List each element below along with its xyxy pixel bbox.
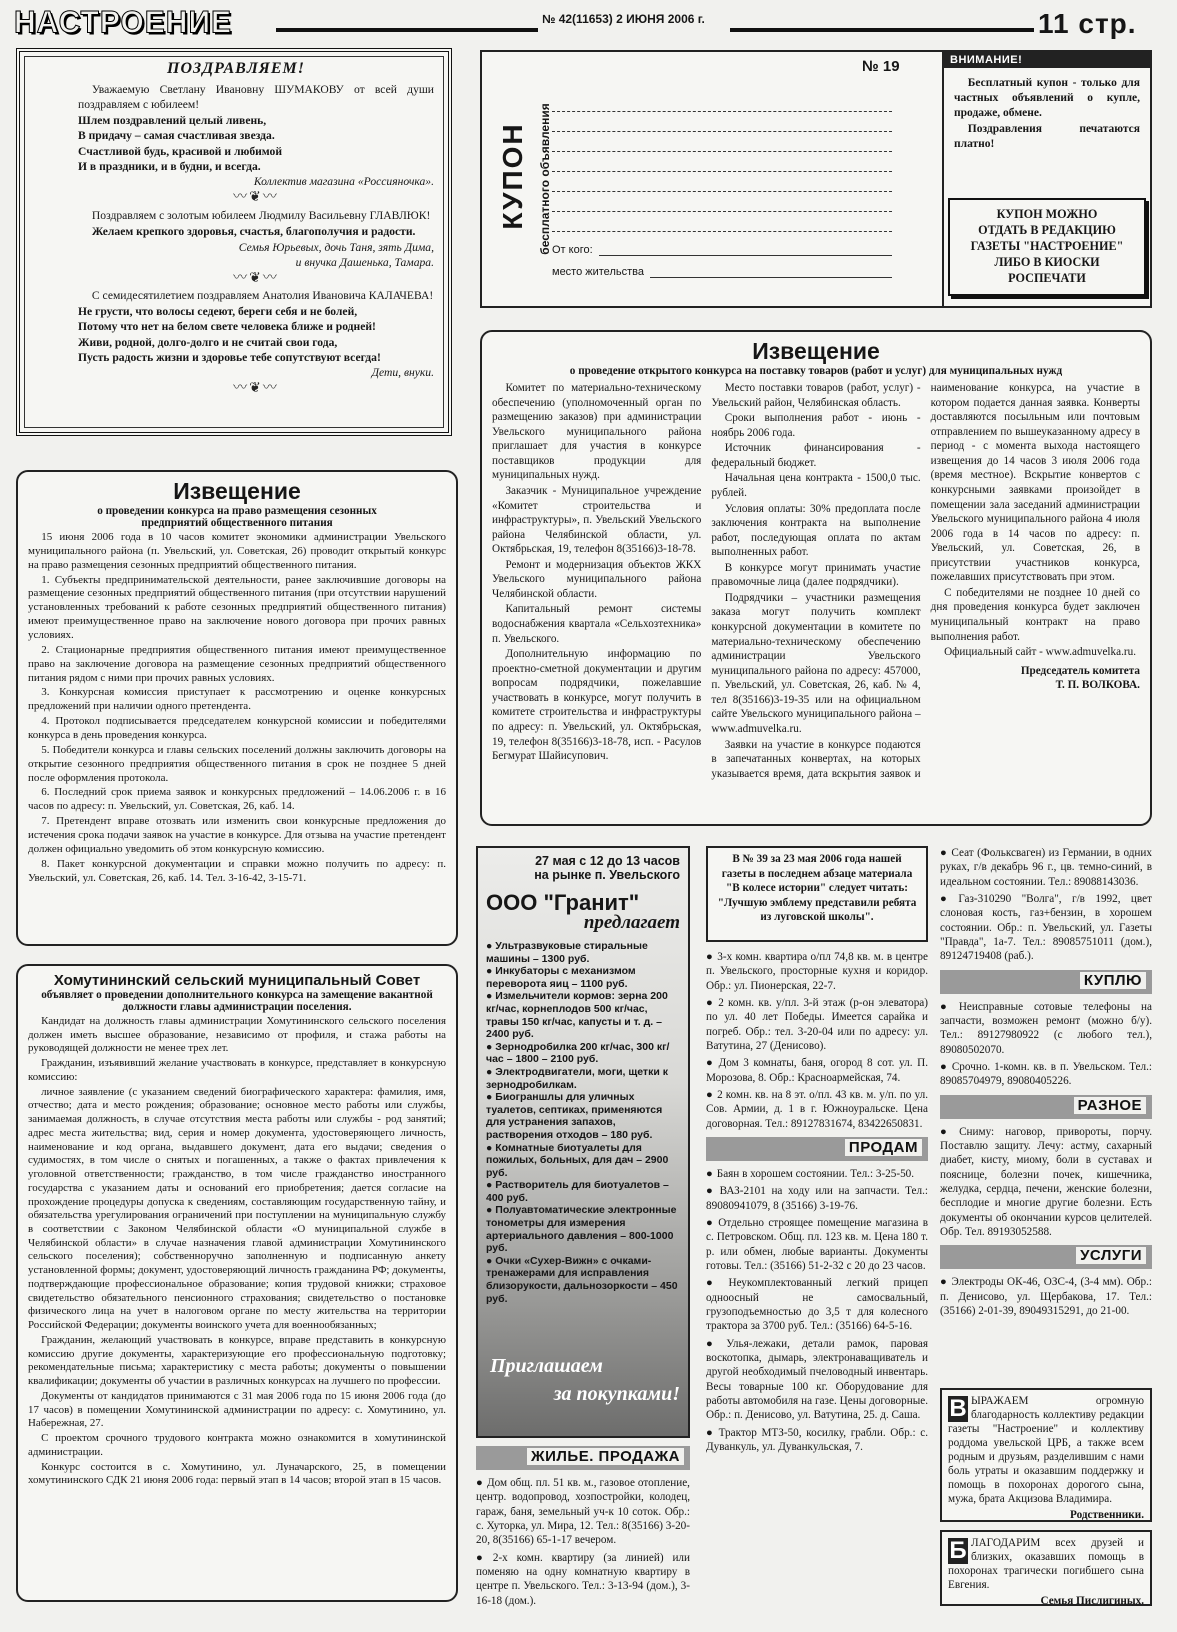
housing-section xyxy=(476,1446,690,1606)
attention-text-2: Поздравления печатаются платно! xyxy=(954,122,1140,150)
poem-line: Не грусти, что волосы седеют, береги себя и не болей, xyxy=(78,305,358,319)
notice-body xyxy=(492,381,1140,791)
poem-line: Шлем поздравлений целый ливень, xyxy=(78,114,267,128)
rubric-misc xyxy=(940,1095,1152,1119)
attention-text-1: Бесплатный купон - только для частных объявлений о купле, продаже, обмене. xyxy=(954,77,1140,119)
coupon-vertical-band xyxy=(482,52,552,306)
bullet-icon: ● xyxy=(940,1060,948,1073)
notice-paragraph: Комитет по материально-техническому обеспечению (уполномоченный орган по размещению заказов) при администрации Увельского муниципального района приглашает для участия в конкурсе поставщиков продукции для муниципальных нужд. xyxy=(492,382,702,482)
bullet-icon: ● xyxy=(940,892,955,905)
rubric-label: КУПЛЮ xyxy=(1080,972,1146,989)
sell-ad xyxy=(706,1426,928,1455)
notice-paragraph: Заказчик - Муниципальное учреждение «Комитет строительства и инфраструктуры», п. Увельский Увельского района Челябинской области, ул. Октябрьская, 19, телефон 8(35166)3-18-78. xyxy=(492,484,702,556)
granit-item-text: Зернодробилка 200 кг/час, 300 кг/час – 1800 – 2100 руб. xyxy=(486,1040,670,1066)
notice-seasonal xyxy=(16,470,458,946)
notice-paragraph: Дополнительную информацию по проектно-сметной документации и другим вопросам подрядчики, пожелавшие участвовать в конкурсе, могут получить в комитете строительства и инфраструктуры по адресу: п. Увельский, ул. Октябрьская, 19, телефон 8(35166)3-18-78, исп. - Расулов Бегмурат Шайисупович. xyxy=(492,648,702,763)
fill-line[interactable] xyxy=(552,172,892,192)
bullet-icon: ● xyxy=(940,847,948,859)
granit-invite-1: Приглашаем xyxy=(490,1355,603,1377)
granit-item-text: Полуавтоматические электронные тонометры для измерения артериального давления – 800-1000 руб. xyxy=(486,1204,677,1255)
granit-item-text: Ультразвуковые стиральные машины – 1300 руб. xyxy=(486,940,648,965)
ad-text: Улья-лежаки, детали рамок, паровая воскотопка, дымарь, электронаващиватель и другой необходимый пчеловодный инвентарь. Весы товарные 100 кг. Оборудование для работы автомобиля на газе. Цены договорные. Обр.: п. Денисово, ул. Ватутина, 25. д. Саша. xyxy=(706,1337,928,1422)
ads-column-right xyxy=(940,846,1152,1376)
section-title: НАСТРОЕНИЕ xyxy=(14,5,233,40)
granit-item-text: Комнатные биотуалеты для пожилых, больных, для дач – 2900 руб. xyxy=(486,1141,669,1179)
place-field[interactable] xyxy=(552,266,892,278)
thanks-box-1 xyxy=(940,1388,1152,1522)
page-number: 11 стр. xyxy=(1038,8,1137,39)
bullet-icon: ● xyxy=(940,1000,955,1013)
ad-text: Сниму: наговор, привороты, порчу. Поставлю защиту. Лечу: астму, сахарный диабет, кисту, миому, боли в суставах и пояснице, болезни почек, кишечника, желудка, сердца, печени, женские болезни, бесплодие и многие другие болезни. Есть документы об окончании курсов целителей. Обр. Тел. 89193052588. xyxy=(940,1125,1152,1238)
greeting-2-signature-2: и внучка Дашенька, Тамара. xyxy=(295,255,434,269)
greeting-2-signature-1: Семья Юрьевых, дочь Таня, зять Дима, xyxy=(238,240,434,254)
greetings-title: ПОЗДРАВЛЯЕМ! xyxy=(167,60,305,77)
granit-ad xyxy=(476,846,690,1438)
poem-line: Потому что нет на белом свете человека ближе и родней! xyxy=(78,320,376,334)
notice-title: Хомутининский сельский муниципальный Совет xyxy=(53,972,421,989)
notice-paragraph: 4. Протокол подписывается председателем конкурсной комиссии и победителями конкурса в день проведения конкурса. xyxy=(28,715,446,742)
greeting-2-wish: Желаем крепкого здоровья, счастья, благополучия и радости. xyxy=(91,224,416,238)
notice-paragraph: Ремонт и модернизация объектов ЖКХ Увельского муниципального района Челябинской области. xyxy=(492,558,702,600)
drop-cap: В xyxy=(949,1395,967,1422)
granit-item: ● Инкубаторы с механизмом переворота яиц – 1100 руб. xyxy=(486,965,636,990)
notice-paragraph: 2. Стационарные предприятия общественного питания имеют преимущественное право на заключение договора на размещение сезонных предприятий общественного питания рядом с ними при прочих равных условиях. xyxy=(28,643,446,684)
granit-item-text: Биограншлы для уличных туалетов, септиках, применяются для устранения запахов, растворения отходов – 180 руб. xyxy=(486,1091,663,1141)
notice-paragraph: Место поставки товаров (работ, услуг) - Увельский район, Челябинская область. xyxy=(711,382,921,409)
rubric-label: ПРОДАМ xyxy=(845,1139,922,1156)
bullet-icon: ● xyxy=(706,1088,714,1101)
coupon-number: № 19 xyxy=(862,58,900,75)
ad-text: Неукомплектованный легкий прицеп одноосный не самосвальный, грузоподъемностью до 3,5 т для колесного трактора за 3700 руб. Тел.: (35166) 64-5-16. xyxy=(706,1277,928,1333)
granit-item: ● Комнатные биотуалеты для пожилых, больных, для дач – 2900 руб. xyxy=(486,1141,669,1179)
bullet-icon: ● xyxy=(706,1426,715,1439)
notice-paragraph: Гражданин, изъявивший желание участвовать в конкурсе, представляет в конкурсную комиссию: xyxy=(28,1057,446,1083)
granit-item: ● Зернодробилка 200 кг/час, 300 кг/час – 1800 – 2100 руб. xyxy=(486,1040,670,1066)
fill-line[interactable] xyxy=(552,92,892,112)
bullet-icon: ● xyxy=(706,951,714,963)
bullet-icon: ● xyxy=(706,1216,715,1229)
rubric-sell xyxy=(706,1137,928,1161)
ornament-border-icon xyxy=(24,56,444,428)
notice-paragraph: Источник финансирования - федеральный бюджет. xyxy=(711,442,921,469)
granit-item-text: Электродвигатели, моги, щетки к зернодробилкам. xyxy=(486,1065,668,1091)
coupon-vertical-subtitle: бесплатного объявления xyxy=(538,103,552,255)
misc-ad xyxy=(940,1125,1152,1240)
granit-items xyxy=(486,940,680,1305)
where-line: КУПОН МОЖНО xyxy=(996,207,1098,221)
notice-paragraph: Начальная цена контракта - 1500,0 тыс. рублей. xyxy=(711,472,921,499)
housing-ad xyxy=(706,950,928,993)
bullet-icon: ● xyxy=(476,1551,489,1564)
notice-paragraph: Подрядчики – участники размещения заказа могут получить комплект конкурсной документации в комитете по материально-техническому обеспечению администрации Увельского муниципального района по адресу: 457000, п. Увельский, ул. Советская, 26, каб. № 4, тел 8(35166)3-19-35 или на официальном сайте Увельского муниципального района – www.admuvelka.ru. xyxy=(711,591,921,735)
rubric-label: РАЗНОЕ xyxy=(1074,1097,1146,1114)
place-label: место жительства xyxy=(552,266,644,278)
bullet-icon: ● xyxy=(706,1185,716,1198)
greeting-2-intro: Поздравляем с золотым юбилеем Людмилу Васильевну ГЛАВЛЮК! xyxy=(91,208,431,222)
ad-text: ВАЗ-2101 на ходу или на запчасти. Тел.: 89080941079, 8 (35166) 3-19-76. xyxy=(706,1185,928,1212)
notice-body xyxy=(28,531,446,885)
granit-place: на рынке п. Увельского xyxy=(534,868,680,882)
granit-item: ● Электродвигатели, моги, щетки к зернодробилкам. xyxy=(486,1065,668,1091)
bullet-icon: ● xyxy=(476,1477,483,1489)
ad-text: Дом 3 комнаты, баня, огород 8 сот. ул. П. Морозова, 8. Обр.: Красноармейская, 74. xyxy=(706,1057,928,1084)
ad-text: Неисправные сотовые телефоны на запчасти, возможен ремонт (можно б/у). Тел.: 89127980922 (с любого тел.), 89080502070. xyxy=(940,1000,1152,1056)
housing-ad xyxy=(706,1088,928,1131)
notice-paragraph: Капитальный ремонт системы водоснабжения квартала «Сельхозтехника» п. Увельского. xyxy=(492,603,702,645)
rubric-label: УСЛУГИ xyxy=(1076,1247,1146,1264)
ad-text: Срочно. 1-комн. кв. в п. Увельском. Тел.: 89085704979, 89080405226. xyxy=(940,1060,1152,1088)
granit-item: ● Очки «Сухер-Вижн» с очками-тренажерами для исправления близорукости, дальнозоркости – 450 руб. xyxy=(486,1254,678,1305)
bullet-icon: ● xyxy=(940,1125,956,1138)
granit-item: ● Полуавтоматические электронные тонометры для измерения артериального давления – 800-1000 руб. xyxy=(486,1204,677,1255)
sell-ad xyxy=(706,1216,928,1273)
notice-paragraph: Сроки выполнения работ - июнь - ноябрь 2006 года. xyxy=(711,412,921,439)
ads-column-middle xyxy=(706,950,928,1606)
header-rule-right xyxy=(730,28,1034,32)
bullet-icon: ● xyxy=(706,1277,725,1290)
notice-paragraph: 7. Претендент вправе отозвать или изменить свои конкурсные предложения до истечения срока подачи заявок на участие в конкурсе. Для отзыва на участие претендент должен официально уведомить об этом конкурсную комиссию. xyxy=(28,815,446,855)
coupon-fill-lines xyxy=(552,92,892,278)
granit-company: ООО "Гранит" xyxy=(486,890,640,915)
granit-item-text: Инкубаторы с механизмом переворота яиц – 1100 руб. xyxy=(486,965,636,990)
thanks-body: ЛАГОДАРИМ всех друзей и близких, оказавших помощь в похоронах трагически погибшего сына Евгения. xyxy=(948,1537,1144,1591)
sell-ad xyxy=(706,1167,928,1181)
housing-ad xyxy=(476,1476,690,1548)
notice-signature-name: Т. П. ВОЛКОВА. xyxy=(1055,679,1140,692)
sell-ad xyxy=(706,1184,928,1213)
divider-ornament-icon: 〰❦〰 xyxy=(233,270,279,286)
notice-subtitle: о проведение открытого конкурса на поставку товаров (работ и услуг) для муниципальных нужд xyxy=(569,365,1063,377)
fill-line[interactable] xyxy=(552,152,892,172)
notice-paragraph: Документы от кандидатов принимаются с 31 мая 2006 года по 15 июня 2006 года (до 17 часов) в помещении Хомутининской администрации по адресу: с. Хомутинино, ул. Набережная, 27. xyxy=(28,1389,446,1430)
granit-date: 27 мая с 12 до 13 часов xyxy=(535,854,680,868)
thanks-signature: Семья Пислигиных. xyxy=(1040,1595,1144,1607)
ad-text: 2 комн. кв. у/пл. 3-й этаж (р-он элеватора) по ул. 40 лет Победы. Имеется сарайка и погреб. Обр.: тел. 3-20-04 или по адресу: ул. Ватутина, 27 (Денисово). xyxy=(706,996,928,1052)
ad-text: Баян в хорошем состоянии. Тел.: 3-25-50. xyxy=(716,1167,915,1180)
notice-paragraph: Официальный сайт - www.admuvelka.ru. xyxy=(944,646,1136,659)
rubric-label: ЖИЛЬЕ. ПРОДАЖА xyxy=(527,1448,684,1465)
thanks-box-2 xyxy=(940,1530,1152,1606)
sell-ad xyxy=(940,846,1152,889)
where-line: ОТДАТЬ В РЕДАКЦИЮ xyxy=(978,223,1116,238)
where-line: РОСПЕЧАТИ xyxy=(1008,271,1086,286)
attention-title: ВНИМАНИЕ! xyxy=(944,52,1150,68)
ad-text: Газ-310290 "Волга", г/в 1992, цвет слоновая кость, газ+бензин, в хорошем состоянии. Обр.: п. Увельский, ул. Газеты "Правда", 1а-7. Тел.: 89085751011 (дом.), 89124719408 (раб.). xyxy=(940,892,1152,963)
housing-ad xyxy=(706,1056,928,1085)
granit-item-text: Очки «Сухер-Вижн» с очками-тренажерами для исправления близорукости, дальнозоркости – 450 руб. xyxy=(486,1254,678,1305)
ad-text: Сеат (Фольксваген) из Германии, в одних руках, г/в декабрь 96 г., цв. темно-синий, в идеальном состоянии. Тел.: 89088143036. xyxy=(940,847,1152,888)
ad-text: 3-х комн. квартира о/пл 74,8 кв. м. в центре п. Увельского, просторные кухня и коридор. Обр.: ул. Пионерская, 22-7. xyxy=(706,951,928,992)
ad-text: 2 комн. кв. на 8 эт. о/пл. 43 кв. м. у/п. по ул. Сов. Армии, д. 1 в г. Южноуральске. Цена договорная. Тел.: 89127831674, 83422650831. xyxy=(706,1088,928,1130)
drop-cap: Б xyxy=(949,1537,967,1564)
coupon-box xyxy=(480,50,1152,308)
thanks-signature: Родственники. xyxy=(1070,1509,1144,1521)
bullet-icon: ● xyxy=(706,1337,723,1350)
poem-line: Живи, родной, долго-долго и не считай свои года, xyxy=(78,335,338,349)
greeting-1-intro: Уважаемую Светлану Ивановну ШУМАКОВУ от всей души поздравляем с юбилеем! xyxy=(78,83,434,112)
page-header xyxy=(14,6,1164,46)
ad-text: 2-х комн. квартиру (за линией) или поменяю на одну комнатную квартиру в центре п. Увельского. Тел.: 3-13-94 (дом.), 3-16-18 (дом.). xyxy=(476,1551,691,1607)
notice-open-contest xyxy=(480,330,1152,826)
coupon-where-box xyxy=(948,198,1146,296)
bullet-icon: ● xyxy=(706,1167,713,1180)
services-ad xyxy=(940,1275,1152,1318)
notice-paragraph: 1. Субъекты предпринимательской деятельности, ранее заключившие договоры на размещение сезонных предприятий общественного питания (при отсутствии нарушений установленных требований к работе сезонных предприятий общественного питания) имеют преимущественное право на заключение нового договора при прочих равных условиях. xyxy=(28,573,446,642)
bullet-icon: ● xyxy=(706,996,715,1009)
buy-ad xyxy=(940,1000,1152,1057)
notice-body xyxy=(28,1015,446,1488)
notice-paragraph: Заявки на участие в конкурсе подаются в запечатанных конвертах, на которых указывается время, дата вскрытия заявок и наименование конкурса, на участие в котором подается данная заявка. Конверты доставляются посыльным или почтовым отправлением по вышеуказанному адресу в период - с момента выхода настоящего извещения до 14 часов 3 июля 2006 года (время местное). Вскрытие конвертов с конкурсными заявками произойдет в помещении зала заседаний администрации Увельского муниципального района 4 июля 2006 года в 14 часов по адресу: п. Увельский, ул. Советская, 26, в присутствии участников конкурса, пожелавших присутствовать при этом. xyxy=(711,382,1140,780)
poem-line: И в праздники, и в будни, и всегда. xyxy=(78,160,261,174)
poem-line: Счастливой будь, красивой и любимой xyxy=(78,144,283,158)
notice-paragraph: 5. Победители конкурса и главы сельских поселений должны заключить договоры на открытие сезонного предприятия общественного питания в срок не позднее 5 дней после оформления протокола. xyxy=(28,743,446,784)
notice-title: Извещение xyxy=(173,478,301,504)
notice-paragraph: личное заявление (с указанием сведений биографического характера: фамилия, имя, отчество; дата и место рождения; образование; основное место работы или службы, занимаемая должность, в случае отсутствия места работы или службы - род занятий; адрес места жительства; вид, серия и номер документа, удостоверяющего личность, наименование и код органа, выдавшего документ, дата его выдачи; сведения о судимостях, в том числе о снятых и погашенных, а также о фактах привлечения к уголовной ответственности; гражданство, в том числе гражданство иностранного государства с указанием даты и оснований его приобретения; дается согласие на прохождение процедуры допуска к сведениям, составляющим государственную тайну, и обязательства урегулирования ограничений при поступлении на муниципальную службу в соответствии с Законом Челябинской области «О муниципальной службе в Челябинской области» в случае назначения главой администрации Хомутининского сельского поселения); собственноручно заполненную и подписанную анкету установленной формы; документ, удостоверяющий личность гражданина РФ; документы, подтверждающие профессиональное образование; копия трудовой книжки; страховое свидетельство обязательного пенсионного страхования; свидетельство о постановке физического лица на учет в налоговом органе по месту жительства на территории Российской Федерации; документы воинского учета для военнообязанных; xyxy=(28,1085,446,1332)
buy-ad xyxy=(940,1060,1152,1089)
greeting-3-signature: Дети, внуки. xyxy=(371,366,434,380)
sell-ad xyxy=(706,1276,928,1333)
fill-line[interactable] xyxy=(552,112,892,132)
correction-text: В № 39 за 23 мая 2006 года нашей газеты в последнем абзаце материала "В колесе истории" следует читать: "Лучшую эмблему представили ребята из луговской школы". xyxy=(717,853,917,924)
notice-paragraph: 15 июня 2006 года в 10 часов комитет экономики администрации Увельского муниципального района (п. Увельский, ул. Советская, 26) проводит открытый конкурс на право размещения сезонных предприятий общественного питания. xyxy=(28,531,446,571)
greeting-1-signature: Коллектив магазина «Россияночка». xyxy=(253,175,434,189)
greeting-3-intro: С семидесятилетием поздравляем Анатолия Ивановича КАЛАЧЕВА! xyxy=(91,289,434,302)
from-label: От кого: xyxy=(552,244,593,256)
notice-paragraph: Условия оплаты: 30% предоплата после заключения контракта на выполнение работ, последующая оплата по актам выполненных работ. xyxy=(711,502,921,559)
rubric-housing xyxy=(476,1446,690,1470)
where-line: ГАЗЕТЫ "НАСТРОЕНИЕ" xyxy=(970,239,1124,254)
divider-ornament-icon: 〰❦〰 xyxy=(233,190,279,206)
ad-text: Электроды ОК-46, ОЗС-4, (3-4 мм). Обр.: п. Денисово, ул. Щербакова, 17. Тел.: (35166) 2-01-39, 89049315291, до 21-00. xyxy=(940,1276,1152,1317)
granit-item: ● Измельчители кормов: зерна 200 кг/час, корнеплодов 500 кг/час, травы 150 кг/час, капусты и т. д. – 2400 руб. xyxy=(486,990,668,1041)
divider-ornament-icon: 〰❦〰 xyxy=(233,381,279,397)
coupon-attention xyxy=(942,52,1150,306)
notice-paragraph: Кандидат на должность главы администрации Хомутининского сельского поселения должен иметь высшее образование, независимо от профиля, и стажа работы на руководящей должности не менее трех лет. xyxy=(28,1015,446,1055)
notice-subtitle: о проведении конкурса на право размещения сезонных предприятий общественного питания xyxy=(97,505,377,529)
ad-text: Отдельно строящее помещение магазина в с. Петровском. Общ. пл. 123 кв. м. Цена 180 т. р. или обмен, любые варианты. Документы готовы. Тел.: (35166) 51-2-32 с 20 до 23 часов. xyxy=(706,1216,928,1272)
notice-subtitle: объявляет о проведении дополнительного конкурса на замещение вакантной должности главы администрации поселения. xyxy=(41,989,433,1013)
bullet-icon: ● xyxy=(940,1276,948,1289)
notice-paragraph: 6. Последний срок приема заявок и конкурсных предложений – 14.06.2006 г. в 16 часов по адресу: п. Увельский, ул. Советская, 26, каб. 14. xyxy=(28,786,446,813)
notice-paragraph: 3. Конкурсная комиссия приступает к рассмотрению и оценке конкурсных предложений при наличии одного претендента. xyxy=(28,686,446,713)
notice-title: Извещение xyxy=(752,338,880,364)
notice-paragraph: 8. Пакет конкурсной документации и справки можно получить по адресу: п. Увельский, ул. Советская, 26, каб. 14. Тел. 3-16-42, 3-15-71. xyxy=(28,857,446,884)
fill-line[interactable] xyxy=(552,132,892,152)
granit-item: ● Растворитель для биотуалетов – 400 руб. xyxy=(486,1179,669,1204)
housing-ad xyxy=(706,996,928,1053)
granit-invite-2: за покупками! xyxy=(553,1383,680,1405)
poem-line: В придачу – самая счастливая звезда. xyxy=(78,129,275,143)
notice-paragraph: С победителями не позднее 10 дней со дня проведения конкурса будет заключен муниципальный контракт на право выполнения работ. xyxy=(930,586,1140,643)
ad-text: Трактор МТЗ-50, косилку, грабли. Обр.: с. Дуванкуль, ул. Дуванкульская, 7. xyxy=(706,1426,928,1453)
granit-item-text: Измельчители кормов: зерна 200 кг/час, корнеплодов 500 кг/час, травы 150 кг/час, капусты и т. д. – 2400 руб. xyxy=(486,990,668,1041)
notice-signature-role: Председатель комитета xyxy=(1020,664,1140,677)
ad-text: Дом общ. пл. 51 кв. м., газовое отопление, центр. водопровод, хозпостройки, колодец, гараж, баня, земельный уч-к 10 соток. Обр.: с. Хуторка, ул. Мира, 12. Тел.: 8(35166) 3-20-20, 8(35166) 65-1-17 вечером. xyxy=(476,1477,690,1547)
thanks-body: ЫРАЖАЕМ огромную благодарность коллективу редакции газеты "Настроение" и коллективу роддома увельской ЦРБ, а также всем родным и друзьям, разделившим с нами боль утраты и оказавшим поддержку и помощь в похоронах дорогого сына, мужа, брата Акцизова Владимира. xyxy=(948,1395,1144,1505)
rubric-buy xyxy=(940,970,1152,994)
bullet-icon: ● xyxy=(706,1057,715,1070)
granit-item: ● Ультразвуковые стиральные машины – 1300 руб. xyxy=(486,940,648,965)
thanks-text xyxy=(948,1394,1144,1506)
poem-line: Пусть радость жизни и здоровье тебе сопутствуют всегда! xyxy=(78,350,381,364)
thanks-text xyxy=(948,1536,1144,1592)
sell-ad xyxy=(706,1337,928,1423)
notice-paragraph: В конкурсе могут принимать участие правомочные лица (далее подрядчики). xyxy=(711,561,921,589)
fill-line[interactable] xyxy=(552,212,892,232)
header-rule-left xyxy=(276,28,538,32)
where-line: ЛИБО В КИОСКИ xyxy=(994,255,1100,270)
correction-box xyxy=(706,846,928,942)
issue-number: № 42(11653) 2 ИЮНЯ 2006 г. xyxy=(542,12,705,26)
notice-paragraph: Гражданин, желающий участвовать в конкурсе, вправе представить в конкурсную комиссию другие документы, характеризующие его профессиональную подготовку; рекомендательные письма; характеристику с места работы; документы о повышении квалификации; документы об участии в различных конкурсах на лучшего по профессии. xyxy=(28,1333,446,1388)
housing-ad xyxy=(476,1551,690,1608)
granit-item-text: Растворитель для биотуалетов – 400 руб. xyxy=(486,1179,669,1204)
granit-item: ● Биограншлы для уличных туалетов, септиках, применяются для устранения запахов, растворения отходов – 180 руб. xyxy=(486,1091,663,1141)
fill-line[interactable] xyxy=(552,192,892,212)
notice-paragraph: С проектом срочного трудового контракта можно ознакомится в хомутининской администрации. xyxy=(28,1432,446,1458)
notice-council xyxy=(16,964,458,1602)
rubric-services xyxy=(940,1245,1152,1269)
from-field[interactable] xyxy=(552,244,892,256)
coupon-vertical-title: КУПОН xyxy=(497,122,528,230)
notice-paragraph: Конкурс состоится в с. Хомутинино, ул. Луначарского, 25, в помещении хомутининского СДК 21 июня 2006 года: первый этап в 14 часов; второй этап в 15 часов. xyxy=(28,1460,446,1487)
granit-offers: предлагает xyxy=(583,912,680,933)
greetings-box xyxy=(16,48,452,436)
sell-ad xyxy=(940,892,1152,964)
